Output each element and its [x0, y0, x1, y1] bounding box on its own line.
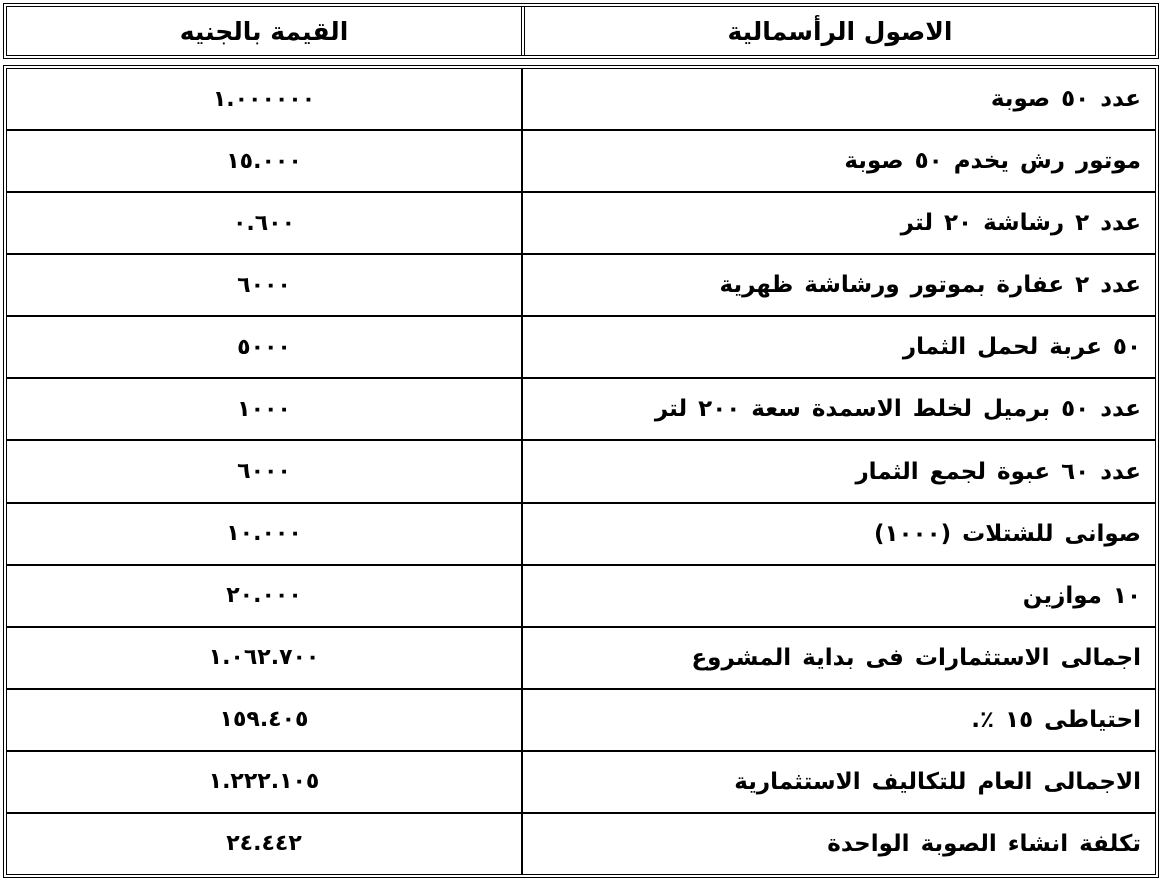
value-cell: ١٥.٠٠٠: [226, 148, 302, 174]
value-cell: ٠.٦٠٠: [232, 210, 296, 236]
value-cell: ١.٠٦٢.٧٠٠: [208, 645, 320, 671]
value-cell: ١٥٩.٤٠٥: [219, 707, 309, 733]
asset-cell: صوانى للشتلات (١٠٠٠): [521, 504, 1155, 564]
asset-cell: ٥٠ عربة لحمل الثمار: [521, 317, 1155, 377]
value-cell: ١٠.٠٠٠: [226, 521, 302, 547]
table-row: [7, 690, 1155, 752]
asset-cell: ١٠ موازين: [521, 566, 1155, 626]
asset-cell: عدد ٢ رشاشة ٢٠ لتر: [521, 193, 1155, 253]
header-capital-assets: الاصول الرأسمالية: [521, 7, 1155, 55]
table-row: [7, 504, 1155, 566]
table-body: [3, 65, 1159, 878]
table-row: [7, 317, 1155, 379]
asset-cell: عدد ٥٠ برميل لخلط الاسمدة سعة ٢٠٠ لتر: [521, 379, 1155, 439]
asset-cell: اجمالى الاستثمارات فى بداية المشروع: [521, 628, 1155, 688]
table-row: [7, 566, 1155, 628]
table-row: [7, 752, 1155, 814]
asset-cell: عدد ٥٠ صوبة: [521, 69, 1155, 129]
value-cell: ٦٠٠٠: [237, 459, 291, 484]
table-row: [7, 441, 1155, 503]
value-cell: ٢٠.٠٠٠: [226, 583, 302, 609]
table-header: [3, 3, 1159, 59]
header-value-egp: القيمة بالجنيه: [179, 16, 349, 46]
table-row: [7, 255, 1155, 317]
investment-table: [3, 3, 1159, 878]
asset-cell: احتياطى ١٥ ٪.: [521, 690, 1155, 750]
asset-cell: الاجمالى العام للتكاليف الاستثمارية: [521, 752, 1155, 812]
value-cell: ٦٠٠٠: [237, 272, 291, 298]
value-cell: ٢٤.٤٤٢: [226, 831, 302, 857]
table-row: [7, 193, 1155, 255]
value-cell: ١.٠٠٠٠٠٠: [212, 86, 316, 112]
value-cell: ١٠٠٠: [237, 396, 291, 422]
asset-cell: عدد ٢ عفارة بموتور ورشاشة ظهرية: [521, 255, 1155, 315]
table-row: [7, 379, 1155, 441]
asset-cell: تكلفة انشاء الصوبة الواحدة: [521, 814, 1155, 874]
value-cell: ٥٠٠٠: [237, 334, 291, 360]
table-row: [7, 628, 1155, 690]
table-row: [7, 814, 1155, 874]
asset-cell: موتور رش يخدم ٥٠ صوبة: [521, 131, 1155, 191]
table-row: [7, 69, 1155, 131]
asset-cell: عدد ٦٠ عبوة لجمع الثمار: [521, 441, 1155, 501]
table-row: [7, 131, 1155, 193]
value-cell: ١.٢٢٢.١٠٥: [208, 769, 320, 795]
